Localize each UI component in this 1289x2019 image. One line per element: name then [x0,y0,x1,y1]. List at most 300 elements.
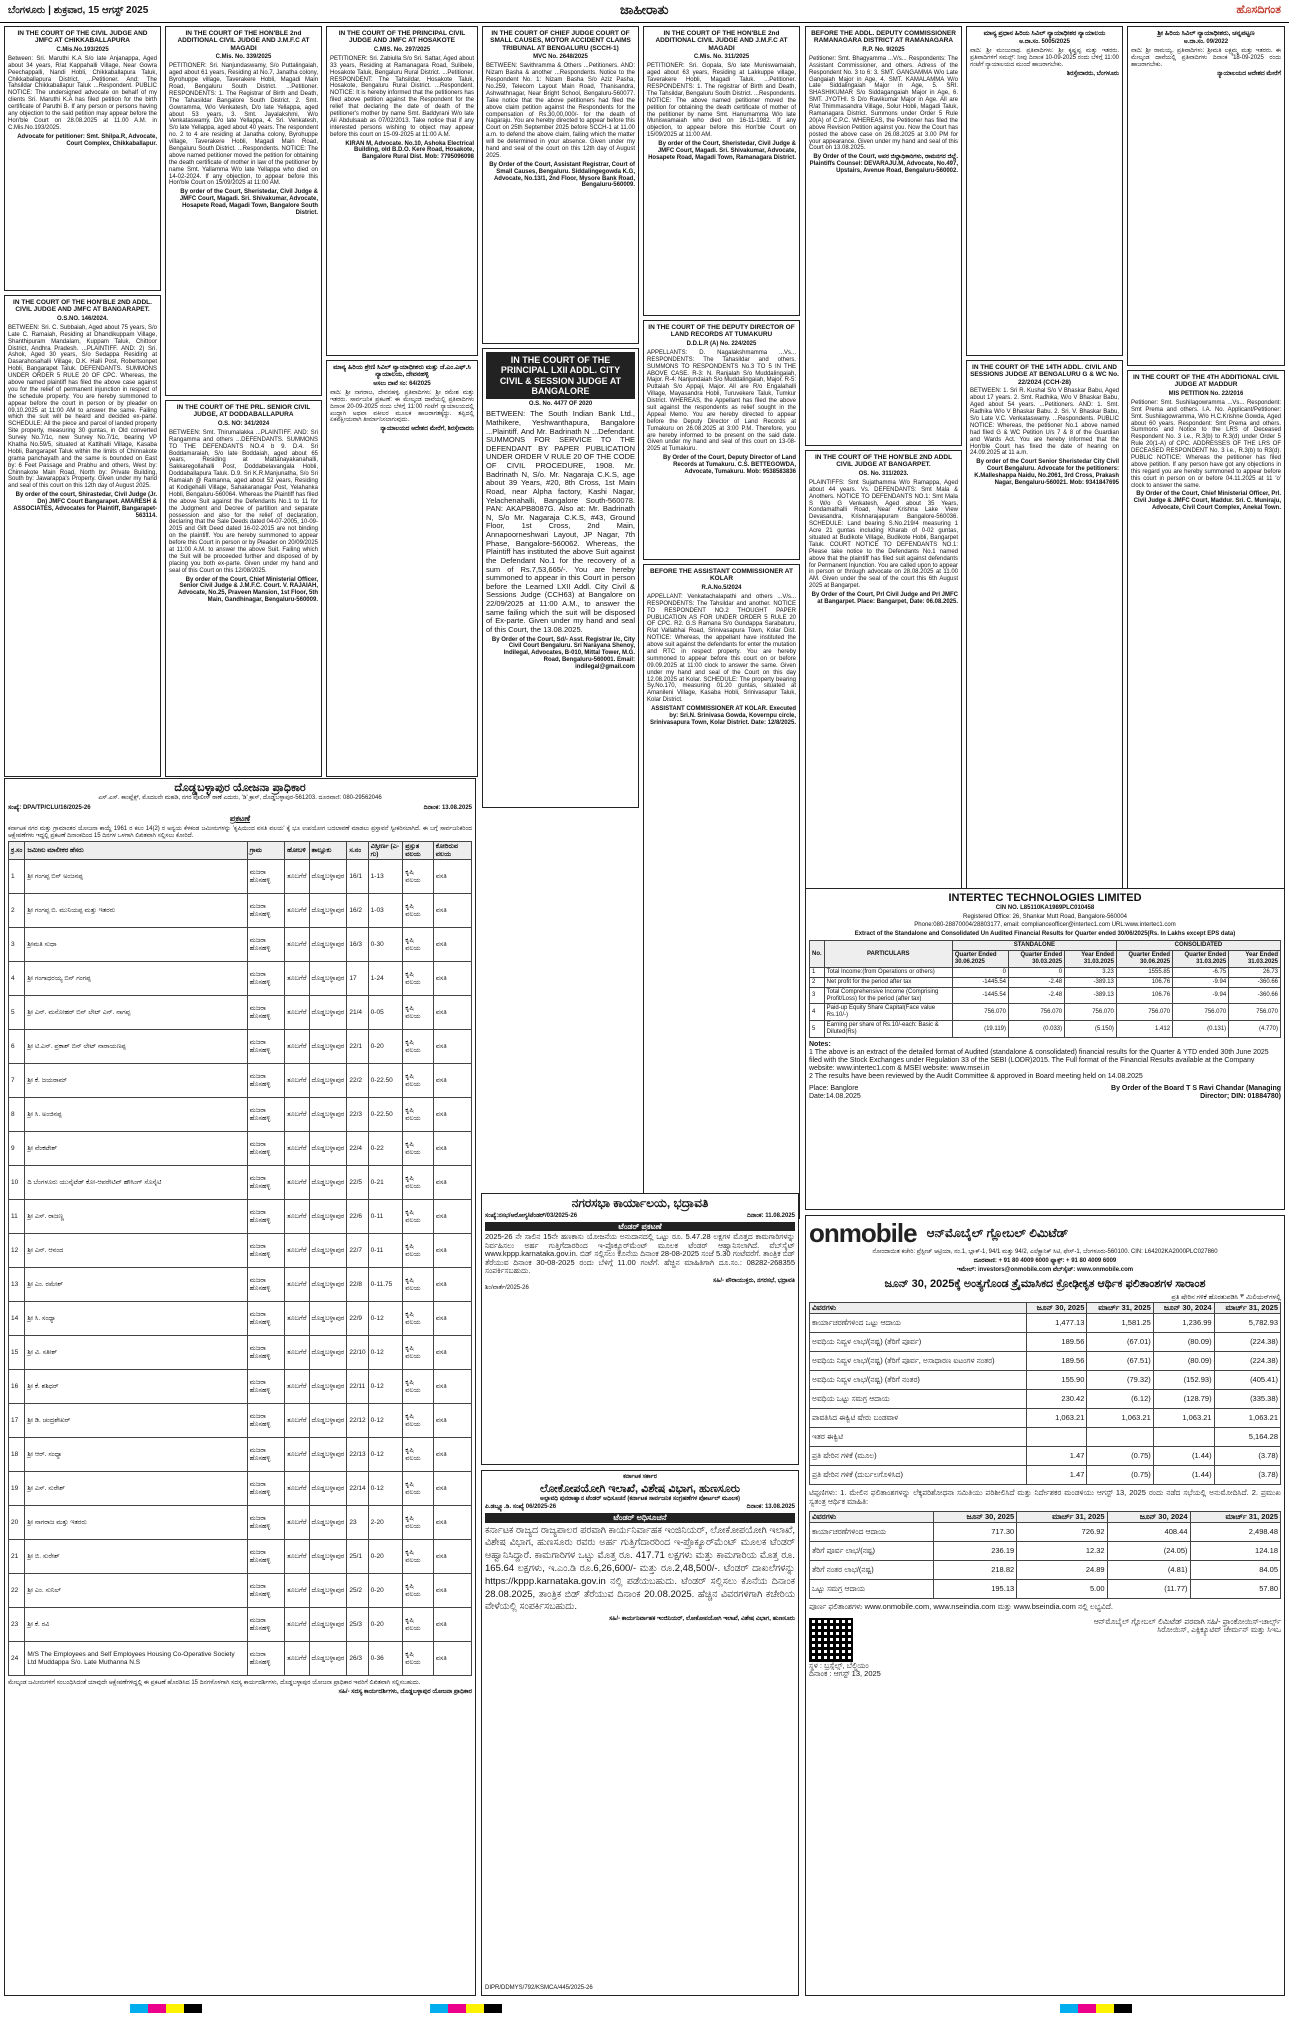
registration-mark [475,2004,484,2013]
registration-mark [1069,2004,1078,2013]
table-cell: ಮಜರಾ ಹೊಸಹಳ್ಳಿ [247,1336,284,1370]
table-cell: 22/2 [347,1064,368,1098]
table-cell: 1,581.25 [1087,1314,1153,1333]
table-row [9,1336,472,1370]
table-cell: ಕೃಷಿ ವಲಯ [403,1098,433,1132]
notice-case-number: C.Mis.No.193/2025 [56,46,109,53]
intertec-cin: CIN NO. L85110KA1989PLC010458 [995,904,1095,911]
table-cell: ತೂಬಗೆರೆ [285,1268,309,1302]
table-cell: 408.44 [1107,1523,1190,1542]
hunsur-title: ಲೋಕೋಪಯೋಗಿ ಇಲಾಖೆ, ವಿಶೇಷ ವಿಭಾಗ, ಹುಣಸೂರು [539,1482,741,1495]
table-cell: ತೂಬಗೆರೆ [285,1642,309,1676]
notice-title: BEFORE THE ADDL. DEPUTY COMMISSIONER RAMANAGARA DISTRICT AT RAMANAGARA [811,30,956,45]
table-cell: ಒಟ್ಟು ಸಮಗ್ರ ಆದಾಯ [810,1580,934,1599]
notice-signature: ನ್ಯಾಯಾಲಯದ ಆದೇಶದ ಮೇರೆಗೆ [1217,71,1281,78]
notice-title: IN THE COURT OF THE HON'BLE 2ND ADDL CIVIL JUDGE AT BANGARPET. [814,454,953,469]
registration-mark [193,2004,202,2013]
registration-mark [1087,2004,1096,2013]
table-cell: (24.05) [1107,1542,1190,1561]
header-date: ಬೆಂಗಳೂರು | ಶುಕ್ರವಾರ, 15 ಆಗಸ್ಟ್ 2025 [8,5,149,16]
table-cell: ದೊಡ್ಡಬಳ್ಳಾಪುರ [309,1404,347,1438]
table-cell: ಮಜರಾ ಹೊಸಹಳ್ಳಿ [247,1404,284,1438]
planning-authority-notice [4,778,476,1996]
onmobile-place: ಸ್ಥಳ : ಬ್ರಸ್ಸೆಲ್ಸ್, ಬೆಲ್ಜಿಯಂ [809,1660,869,1670]
table-cell: ಕೃಷಿ ವಲಯ [403,1506,433,1540]
hunsur-govt: ಕರ್ನಾಟಕ ಸರ್ಕಾರ [623,1474,657,1480]
registration-mark [1078,2004,1087,2013]
table-cell: ತೂಬಗೆರೆ [285,1370,309,1404]
table-cell: 25/3 [347,1608,368,1642]
table-cell: 17 [347,962,368,996]
table-cell: ತೂಬಗೆರೆ [285,1064,309,1098]
intertec-period: Year Ended 31.03.2025 [1065,951,1117,968]
table-cell: 22/3 [347,1098,368,1132]
table-cell: 1-03 [368,894,403,928]
bda-col-header: ಸ.ನಂ [347,842,368,860]
table-cell: 1 [9,860,25,894]
bda-col-header: ಜಮೀನು ಮಾಲೀಕರ ಹೆಸರು [25,842,247,860]
onmobile-sign: ಆನ್‌ಮೊಬೈಲ್ ಗ್ಲೋಬಲ್ ಲಿಮಿಟೆಡ್ ಪರವಾಗಿ ಸಹಿ/- ಫ್ರಾಂಕೋಯಿಸ್-ಚಾರ್ಲ್ಸ್ ಸಿರೋಯಿಸ್, ಎಕ್ಸಿಕ್ಯೂಟಿವ್ ಚೇರ್ಮನ್ ಮತ್ತು ಸಿಇಒ [1093,1616,1281,1635]
table-cell: Paid-up Equity Share Capital(Face value Rs.10/-) [824,1004,952,1021]
table-cell: ತೂಬಗೆರೆ [285,1030,309,1064]
notice-body: BETWEEN: Smt. Thirumalakka ...PLAINTIFF. AND: Sri Rangamma and others ...DEFENDANTS. SUMMONS TO THE DEFENDANTS NO.4 b 9. D.4. Sri Boddamaraiah, S/o late Boddaiah, aged about 65 years, Residing at Mattanayakanahalli, Sakkaregollahalli Post, Doddabelavangala Hobli, Doddaballapura Taluk. D.9. Sri K.R.Manjunatha, S/o Sri Ramaiah @ Ramanna, aged about 52 years, Residing at Kodigehalli Village, Sahakaranagar Post, Yelahanka Hobli, Bengaluru-560064. Whereas the Plaintiff has filed the above Suit against the Defendants No.1 to 11 for the Judgment and Decree of partition and separate possession and also for the relief of declaration, declaring that the Sale Deeds dated 04-07-2005, 10-09-2015 and Gift Deed dated 16-02-2015 are not binding on the plaintiff. You are hereby summoned to appear before this Court in person or by Pleader on 20/09/2025 at 11:00 A.M. to answer the above Suit. Failing which the Suit will be proceeded further and disposed of by placing you both ex-parte. Given under my hand and seal of this Court on this 12/08/2025. [169,429,318,574]
table-cell: ತೂಬಗೆರೆ [285,1234,309,1268]
table-cell: 15 [9,1336,25,1370]
table-cell: 756.070 [1065,1004,1117,1021]
intertec-period: Quarter Ended 31.03.2025 [1173,951,1229,968]
registration-mark [457,2004,466,2013]
table-cell: 0-12 [368,1302,403,1336]
table-cell: 0-11.75 [368,1268,403,1302]
table-cell: ದೊಡ್ಡಬಳ್ಳಾಪುರ [309,1642,347,1676]
notice-signature: ಶಿರಸ್ತೇದಾರರು, ಬೆಂಗಳೂರು [1066,71,1119,78]
table-cell: ಕೃಷಿ ವಲಯ [403,1574,433,1608]
bhadravathi-title: ನಗರಸಭಾ ಕಾರ್ಯಾಲಯ, ಭದ್ರಾವತಿ [571,1196,709,1210]
table-cell: 16/2 [347,894,368,928]
onmobile-period: ಜೂನ್ 30, 2024 [1153,1302,1214,1314]
table-cell: ದೊಡ್ಡಬಳ್ಳಾಪುರ [309,1302,347,1336]
onmobile-table2-body [810,1523,1281,1599]
onmobile-table-body [810,1314,1281,1485]
table-cell: 22/1 [347,1030,368,1064]
table-cell: ದೊಡ್ಡಬಳ್ಳಾಪುರ [309,1064,347,1098]
table-cell: ತೂಬಗೆರೆ [285,1166,309,1200]
bda-intro-text: ಕರ್ನಾಟಕ ನಗರ ಮತ್ತು ಗ್ರಾಮಾಂತರ ಯೋಜನಾ ಕಾಯ್ದೆ 1961 ರ ಕಲಂ 14(2) ರ ಅನ್ವಯ ಕೆಳಕಂಡ ಜಮೀನುಗಳನ್ನು 'ಕೃಷಿಯಿಂದ ವಸತಿ ವಲಯ' ಕ್ಕೆ ಭೂ ಉಪಯೋಗ ಬದಲಾವಣೆ ಮಾಡಲು ಪ್ರಸ್ತಾವನೆ ಸ್ವೀಕರಿಸಲಾಗಿದೆ. ಈ ಬಗ್ಗೆ ಸಾರ್ವಜನಿಕರಿಂದ ಆಕ್ಷೇಪಣೆಗಳು ಇದ್ದಲ್ಲಿ ಪ್ರಕಟಣೆ ದಿನಾಂಕದಿಂದ 15 ದಿನಗಳ ಒಳಗಾಗಿ ಲಿಖಿತವಾಗಿ ಸಲ್ಲಿಸಲು ಕೋರಿದೆ. [8,825,472,839]
intertec-office: Registered Office: 26, Shankar Mutt Road, Bangalore-560004 [963,913,1127,920]
table-cell: ಮಜರಾ ಹೊಸಹಳ್ಳಿ [247,1166,284,1200]
notice-case-number: C.Mis. No. 311/2025 [693,54,750,61]
notice-title: IN THE COURT OF THE 14TH ADDL. CIVIL AND SESSIONS JUDGE AT BENGALURU G & WC No. 22/2024 (CCH-28) [970,364,1119,386]
table-cell: ಶ್ರೀ ಕೆ. ರವಿ [25,1608,247,1642]
table-cell: ತೂಬಗೆರೆ [285,1540,309,1574]
table-row [810,1314,1281,1333]
table-cell: ದೊಡ್ಡಬಳ್ಳಾಪುರ [309,1370,347,1404]
table-cell: 717.30 [934,1523,1017,1542]
hunsur-body [485,1525,795,1615]
table-cell: 1555.85 [1116,967,1172,977]
hunsur-ref: ಪಿ.ಡಬ್ಲ್ಯೂ.ಡಿ. ಸಂಖ್ಯೆ 06/2025-26 [485,1504,557,1511]
table-cell: ಶ್ರೀ ಎಸ್. ಸುರೇಶ್ [25,1472,247,1506]
table-cell: 756.070 [1229,1004,1281,1021]
notice-body: PETITIONER: Sri. Zabiulla S/o Sri. Sattar, Aged about 33 years, Residing at Ramanagara Road, Sulibele, Hosakote Taluk, Bengaluru Rural District. ...Petitioner. RESPONDENT: The Tahsildar, Hosakote Taluk, Hosakote, Bengaluru Rural District. ...Respondent. NOTICE: It is hereby informed that the petitioners has filed above petition against the Respondent for the relief that declaring the date of death of the petitioner's mother by name Smt. Baddyrani W/o late Ali Abdulsaab as 07/02/2013. Take notice that if any interested persons wishing to object may appear before this court on 15-09-2025 at 11:00 A.M. [330,55,474,138]
bda-col-header: ತಾಲ್ಲೂಕು [309,842,347,860]
table-cell: ಮಜರಾ ಹೊಸಹಳ್ಳಿ [247,894,284,928]
table-cell: ವಸತಿ [433,1268,471,1302]
table-cell: 106.76 [1116,987,1172,1004]
table-cell: ದೊಡ್ಡಬಳ್ಳಾಪುರ [309,962,347,996]
intertec-place: Place: Banglore [809,1085,859,1093]
table-cell: ಕೃಷಿ ವಲಯ [403,1200,433,1234]
notice-signature: KIRAN M, Advocate. No.10, Ashoka Electrical Building, old B.D.O. Kere Road, Hosakote, Bangalore Rural Dist. Mob: 7795096098 [345,140,474,161]
table-cell: 0-05 [368,996,403,1030]
table-cell: -1445.54 [952,987,1008,1004]
table-cell: -9.94 [1173,987,1229,1004]
bda-date: ದಿನಾಂಕ: 13.08.2025 [423,804,472,811]
table-cell: 155.90 [1026,1371,1087,1390]
table-row [810,1352,1281,1371]
table-cell: 756.070 [1173,1004,1229,1021]
onmobile-period: ಮಾರ್ಚ್ 31, 2025 [1214,1302,1280,1314]
table-cell: ಶ್ರೀ ಕೆ. ಜಯರಾಮ್ [25,1064,247,1098]
registration-mark [1114,2004,1123,2013]
table-cell: ತೂಬಗೆರೆ [285,1132,309,1166]
table-cell: 0-20 [368,1574,403,1608]
table-cell: 22/7 [347,1234,368,1268]
table-cell: ಕೃಷಿ ವಲಯ [403,1608,433,1642]
table-cell: ಕೃಷಿ ವಲಯ [403,1030,433,1064]
bda-col-header: ಗ್ರಾಮ [247,842,284,860]
table-cell: 22/8 [347,1268,368,1302]
table-row [810,987,1281,1004]
legal-notice [805,450,962,892]
bhadravathi-code: ಶಿಂ/ವಾರ್ತೆ/2025-26 [485,1284,529,1291]
registration-mark [448,2004,457,2013]
table-cell: 84.05 [1190,1561,1281,1580]
notice-signature: By Order of the Court, ಅಪರ ಜಿಲ್ಲಾಧಿಕಾರಿಗಳು, ರಾಮನಗರ ಜಿಲ್ಲೆ. Plaintiffs Counsel: DEVARAJU.M, Advocate, No.497, Upstairs, Avenue Road, Bengaluru-560002. [809,154,958,175]
table-cell: 756.070 [1116,1004,1172,1021]
notice-signature: ASSISTANT COMMISSIONER AT KOLAR. Executed by: Sri.N. Srinivasa Gowda, Kovernpu circle, Srinivasapura Town, Kolar District. Date: 12/8/2025. [650,706,796,726]
table-cell: ಮಜರಾ ಹೊಸಹಳ್ಳಿ [247,1438,284,1472]
table-cell: 22/14 [347,1472,368,1506]
table-cell: 22 [9,1574,25,1608]
table-cell: 0-21 [368,1166,403,1200]
notice-signature: By order of the Court, Chief Ministerial Officer, Senior Civil Judge & J.M.F.C. Court. V. RAJAIAH, Advocate, No.25, Praveen Mansion, 1st Floor, 5th Main, Gandhinagar, Bengaluru-560009. [177,576,318,604]
table-cell: ದೊಡ್ಡಬಳ್ಳಾಪುರ [309,1608,347,1642]
table-cell: 23 [347,1506,368,1540]
onmobile-header [809,1219,1281,1249]
table-cell: ವಸತಿ [433,1132,471,1166]
notice-title: BEFORE THE ASSISTANT COMMISSIONER AT KOLAR [649,568,793,583]
intertec-note-2: 2 The results have been reviewed by the Audit Committee & approved in Board meeting held on 14.08.2025 [809,1073,1143,1081]
notice-body: ವಾದಿ: ಶ್ರೀ ನಾಗರಾಜ, ದೇವನಹಳ್ಳಿ. ಪ್ರತಿವಾದಿಗಳು: ಶ್ರೀ ರಮೇಶ ಮತ್ತು ಇತರರು. ಸಾರ್ವಜನಿಕ ಪ್ರಕಟಣೆ: ಈ ಮೇಲ್ಕಂಡ ದಾವೆಯಲ್ಲಿ ಪ್ರತಿವಾದಿಗಳು ದಿನಾಂಕ 20-09-2025 ರಂದು ಬೆಳಿಗ್ಗೆ 11:00 ಗಂಟೆಗೆ ನ್ಯಾಯಾಲಯದಲ್ಲಿ ಖುದ್ದಾಗಿ ಅಥವಾ ವಕೀಲರ ಮೂಲಕ ಹಾಜರಾಗತಕ್ಕದ್ದು. ತಪ್ಪಿದಲ್ಲಿ ಏಕಪಕ್ಷೀಯವಾಗಿ ತೀರ್ಮಾನಿಸಲಾಗುವುದು. [330,389,474,424]
table-cell: 5 [9,996,25,1030]
table-cell: ವಸತಿ [433,1030,471,1064]
onmobile-footer [809,1618,1281,1679]
table-cell: ಶ್ರೀ ಡಿ. ಚಂದ್ರಶೇಖರ್ [25,1404,247,1438]
header-logo: ಹೊಸದಿಗಂತ [1236,4,1281,16]
table-cell: 1 [810,967,825,977]
table-row [9,1132,472,1166]
legal-notice [4,26,161,291]
table-cell: ಕೃಷಿ ವಲಯ [403,1642,433,1676]
legal-notice [482,26,639,344]
table-row [810,1390,1281,1409]
table-cell: 1,063.21 [1087,1409,1153,1428]
legal-notice [966,360,1123,892]
table-cell: ಶ್ರೀ ಗಂಗಪ್ಪ ಬಿನ್ ಅಂಜನಪ್ಪ [25,860,247,894]
table-cell: ಅವಧಿಯ ನಿವ್ವಳ ಲಾಭ/(ನಷ್ಟ) (ತೆರಿಗೆ ನಂತರ) [810,1371,1027,1390]
hunsur-text: ಕರ್ನಾಟಕ ರಾಜ್ಯದ ರಾಜ್ಯಪಾಲರ ಪರವಾಗಿ ಕಾರ್ಯನಿರ್ವಾಹಕ ಇಂಜಿನಿಯರ್, ಲೋಕೋಪಯೋಗಿ ಇಲಾಖೆ, ವಿಶೇಷ ವಿಭಾಗ, ಹುಣಸೂರು ರವರು ಅರ್ಹ ಗುತ್ತಿಗೆದಾರರಿಂದ ಇ-ಪ್ರೊಕ್ಯೂರ್‌ಮೆಂಟ್ ಮೂಲಕ ಟೆಂಡರ್ ಆಹ್ವಾನಿಸಿದ್ದಾರೆ. ಕಾಮಗಾರಿಗಳ ಒಟ್ಟು ಮೊತ್ತ ರೂ. 417.71 ಲಕ್ಷಗಳು ಮತ್ತು ಕಾಮಗಾರಿಯ ಮೊತ್ತ ರೂ. 165.64 ಲಕ್ಷಗಳು, ಇ.ಎಂ.ಡಿ ರೂ.6,26,600/- ಮತ್ತು ರೂ.2,48,500/-. ಟೆಂಡರ್ ದಾಖಲೆಗಳನ್ನು https://kppp.karnataka.gov.in ನಲ್ಲಿ ಪಡೆಯಬಹುದು. ಟೆಂಡರ್ ಸಲ್ಲಿಸಲು ಕೊನೆಯ ದಿನಾಂಕ 28.08.2025, ತಾಂತ್ರಿಕ ಬಿಡ್ ತೆರೆಯುವ ದಿನಾಂಕ 20.08.2025. ಹೆಚ್ಚಿನ ವಿವರಗಳಿಗಾಗಿ ಕಚೇರಿಯ ವೇಳೆಯಲ್ಲಿ ಸಂಪರ್ಕಿಸಬಹುದು. [485,1524,795,1613]
table-cell: ವಸತಿ [433,1642,471,1676]
table-cell: 13 [9,1268,25,1302]
onmobile-email: ಇಮೇಲ್: investors@onmobile.com ವೆಬ್‌ಸೈಟ್: www.onmobile.com [956,1266,1134,1273]
table-cell: ಮಜರಾ ಹೊಸಹಳ್ಳಿ [247,1098,284,1132]
table-cell: (335.38) [1214,1390,1280,1409]
table-cell: 22/4 [347,1132,368,1166]
table-row [9,1030,472,1064]
table-cell: Total Income:(from Operations or others) [824,967,952,977]
table-cell: ಮಜರಾ ಹೊಸಹಳ್ಳಿ [247,1302,284,1336]
notice-title: IN THE COURT OF THE PRL. SENIOR CIVIL JUDGE, AT DODDABALLAPURA [176,404,311,419]
table-cell: ಮಜರಾ ಹೊಸಹಳ್ಳಿ [247,1132,284,1166]
table-cell: ಕೃಷಿ ವಲಯ [403,1540,433,1574]
intertec-table-body [810,967,1281,1037]
table-cell: ತೂಬಗೆರೆ [285,1472,309,1506]
legal-notice [165,400,322,777]
legal-notice [1127,26,1285,366]
intertec-period: Quarter Ended 30.06.2025 [952,951,1008,968]
table-cell: ಶ್ರೀ ಎಸ್. ರಾಜಣ್ಣ [25,1200,247,1234]
table-cell: 756.070 [1009,1004,1065,1021]
onmobile-period: ಮಾರ್ಚ್ 31, 2025 [1087,1302,1153,1314]
bda-intro [8,826,472,840]
notice-body: PLAINTIFFS: Smt Sujathamma W/o Ramappa, Aged about 44 years. Vs. DEFENDANTS: Smt Mala & Anothers. NOTICE TO DEFENDANTS NO.1: Smt Mala S W/o G Venkatesh, Aged about 35 Years, Kondamathalli Road, Near Krishna Lake View Devasandra, Krishnarajapuram Bangalore-560036. SCHEDULE: Land bearing S.No.219/4 measuring 1 Acre 21 guntas including Kharab of 0-02 guntas, situated at Budikote Village, Budikote Hobli, Bangarpet Taluk. COURT NOTICE TO DEFENDANTS NO.1: Please take notice to the Defendants No.1 named above that the plaintiff has filed suit against defendants for Permanent Injunction. You are called upon to appear in person or through advocate on 28.08.2025 at 11.00 AM. Given under the seal of the court this 6th August 2025 at Bangarpet. [809,479,958,590]
table-row [810,1542,1281,1561]
table-cell: ಶ್ರೀ ಬಿ. ಸುರೇಶ್ [25,1540,247,1574]
bda-address: ಎಸ್.ಎಸ್. ಕಾಂಪ್ಲೆಕ್ಸ್, ಮೊದಲನೇ ಮಹಡಿ, ನಗರ ಪೊಲೀಸ್ ಠಾಣೆ ಎದುರು, 'ಡಿ' ಕ್ರಾಸ್, ದೊಡ್ಡಬಳ್ಳಾಪುರ-561203. ದೂರವಾಣಿ: 080-29562046 [98,794,382,801]
table-cell: ತೂಬಗೆರೆ [285,928,309,962]
legal-notice [643,26,800,316]
table-cell: 18 [9,1438,25,1472]
notice-title: IN THE COURT OF THE HON'BLE 2nd ADDITIONAL CIVIL JUDGE AND J.M.F.C AT MAGADI [655,30,788,52]
notice-title: ಮಾನ್ಯ ಹಿರಿಯ ಶ್ರೇಣಿ ಸಿವಿಲ್ ನ್ಯಾಯಾಧೀಶರು ಮತ್ತು ಜೆ.ಎಂ.ಎಫ್.ಸಿ ನ್ಯಾಯಾಲಯ, ದೇವನಹಳ್ಳಿ [333,364,471,379]
onmobile-place-date [809,1618,881,1679]
table-cell: ಮಜರಾ ಹೊಸಹಳ್ಳಿ [247,1030,284,1064]
table-cell [1087,1428,1153,1447]
table-row [9,1608,472,1642]
table-cell: ಶ್ರೀ ಎನ್. ಮನೋಹರ್ ಬಿನ್ ಲೇಟ್ ಎನ್. ನಾಗಪ್ಪ [25,996,247,1030]
table-cell: ಮಜರಾ ಹೊಸಹಳ್ಳಿ [247,1574,284,1608]
bhadravathi-sign: ಸಹಿ/- ಪೌರಾಯುಕ್ತರು, ನಗರಸಭೆ, ಭದ್ರಾವತಿ [713,1278,795,1284]
table-cell: 726.92 [1017,1523,1107,1542]
notice-title: IN THE COURT OF THE PRINCIPAL CIVIL JUDGE AND JMFC AT HOSAKOTE [338,30,466,45]
hunsur-date: ದಿನಾಂಕ: 13.08.2025 [746,1504,795,1511]
table-cell: ದೊಡ್ಡಬಳ್ಳಾಪುರ [309,1472,347,1506]
table-cell: ಶ್ರೀ ಎಂ. ಸುನಿಲ್ [25,1574,247,1608]
table-cell: 24 [9,1642,25,1676]
intertec-date: Date:14.08.2025 [809,1093,861,1101]
table-cell: 0 [952,967,1008,977]
table-cell: 124.18 [1190,1542,1281,1561]
bhadravathi-heading: ಟೆಂಡರ್ ಪ್ರಕಟಣೆ [485,1222,795,1231]
bhadravathi-body [485,1233,795,1276]
intertec-notes [809,1041,1281,1081]
page-header [0,0,1289,23]
intertec-col-particulars: PARTICULARS [824,941,952,968]
table-cell: ಶ್ರೀ ನಾಗರಾಜ ಮತ್ತು ಇತರರು [25,1506,247,1540]
onmobile-web: ಪೂರ್ಣ ಫಲಿತಾಂಶಗಳು www.onmobile.com, www.nseindia.com ಮತ್ತು www.bseindia.com ನಲ್ಲಿ ಲಭ್ಯವಿದೆ. [809,1602,1113,1612]
legal-notice [326,360,478,777]
legal-notice [165,26,322,396]
table-cell: (224.38) [1214,1352,1280,1371]
table-cell: 2,498.48 [1190,1523,1281,1542]
table-cell: ಮಜರಾ ಹೊಸಹಳ್ಳಿ [247,1608,284,1642]
registration-mark [1105,2004,1114,2013]
notice-signature: By order of the Court Senior Sheristedar City Civil Court Bengaluru. Advocate for the petitioners: K.Malleshappa Naidu, No.2061, 3rd Cross, Prakash Nagar, Bengaluru-560021. Mob: 9341847695 [974,459,1119,486]
table-cell: ಅವಧಿಯ ನಿವ್ವಳ ಲಾಭ/(ನಷ್ಟ) (ತೆರಿಗೆ ಪೂರ್ವ, ಅಸಾಧಾರಣ ಐಟಂಗಳ ನಂತರ) [810,1352,1027,1371]
table-cell: 106.76 [1116,977,1172,987]
table-cell: ಕೃಷಿ ವಲಯ [403,1166,433,1200]
table-cell: 26/3 [347,1642,368,1676]
table-cell: ಶ್ರೀ ಆರ್. ಸಂಧ್ಯಾ [25,1438,247,1472]
bda-footer-text: ಮೇಲ್ಕಂಡ ಜಮೀನುಗಳಿಗೆ ಸಂಬಂಧಿಸಿದಂತೆ ಯಾವುದೇ ಆಕ್ಷೇಪಣೆಗಳಿದ್ದಲ್ಲಿ ಈ ಪ್ರಕಟಣೆ ಹೊರಡಿಸಿದ 15 ದಿನಗಳೊಳಗಾಗಿ ಸದಸ್ಯ ಕಾರ್ಯದರ್ಶಿಗಳು, ದೊಡ್ಡಬಳ್ಳಾಪುರ ಯೋಜನಾ ಪ್ರಾಧಿಕಾರ ಇವರಿಗೆ ಲಿಖಿತವಾಗಿ ಸಲ್ಲಿಸಬಹುದು. [8,1680,421,1687]
table-cell: 1,063.21 [1026,1409,1087,1428]
notice-title: IN THE COURT OF THE HON'BLE 2ND ADDL. CIVIL JUDGE AND JMFC AT BANGARAPET. [13,299,152,314]
table-cell: ತೂಬಗೆರೆ [285,1438,309,1472]
table-cell: (3.78) [1214,1447,1280,1466]
table-cell: ಮಜರಾ ಹೊಸಹಳ್ಳಿ [247,1506,284,1540]
notice-body: APPELLANT: Venkatachalapathi and others ...V/s... RESPONDENTS: The Tahsildar and another. NOTICE TO RESPONDENT NO.2 THOUGHT PAPER PUBLICATION AS FOR UNDER ORDER 5 RULE 20 OF CPC. R2. G.S Ramana S/o Gundappa Sarabaturu, R/at Vallabhai Road, Srinivasapura Town, Kolar Dist. NOTICE: Whereas, the appellant have instituted the above suit against the defendants for enter the mutation and RTC in respect property. You are hereby summoned to appear before this court on or before 09.09.2025 at 11:00 clock to answer the same. Given under my hand and seal of the Court on this day 12.08.2025 at Kolar. SCHEDULE: The property bearing Sy.No.170, measuring 01.20 guntas, situated at Amanileni Village, Kasaba Hobli, Srinivasapur Taluk, Kolar District. [647,593,796,704]
table-cell: ವಸತಿ [433,1506,471,1540]
table-cell: (1.44) [1153,1466,1214,1485]
hunsur-tender [481,1470,799,1996]
onmobile-notes [809,1489,1281,1506]
notice-body: ವಾದಿ: ಶ್ರೀ ಮಂಜುನಾಥ. ಪ್ರತಿವಾದಿಗಳು: ಶ್ರೀ ಕೃಷ್ಣಪ್ಪ ಮತ್ತು ಇತರರು. ಪ್ರತಿವಾದಿಗಳಿಗೆ ಸಮನ್ಸ್: ನೀವು ದಿನಾಂಕ 10-09-2025 ರಂದು ಬೆಳಿಗ್ಗೆ 11:00 ಗಂಟೆಗೆ ನ್ಯಾಯಾಲಯದ ಮುಂದೆ ಹಾಜರಾಗಬೇಕು. [970,48,1119,69]
bda-footer [8,1680,472,1687]
bda-table [8,841,472,1676]
notice-case-number: MIS PETITION No. 22/2016 [1168,390,1244,397]
table-cell: ಕಾರ್ಯಾಚರಣೆಗಳಿಂದ ಆದಾಯ [810,1523,934,1542]
notice-body: Petitioner: Smt. Sushilagowramma ...Vs... Respondent: Smt Prema and others. I.A. No. Applicant/Petitioner: Smt. Sushilagowramma, W/o H.C.Krishne Gowda, Aged about 60 years. Respondent: Smt Prema and others. Summons and Notice to the LRS of Deceased Respondent No. 3 i.e., R.3(b) to R.3(d) under Order 5 Rule 20(1-A) of CPC. ADDRESSES OF THE LRS OF DECEASED RESPONDENT No. 3 i.e., R.3(b) to R3(d). PUBLIC NOTICE: Whereas the petitioner has filed above petition. If any person have got any objections in this regard you are hereby summoned to appear before this court in person on or before 04.11.2025 at 11 'o' clock to answer the same. [1131,399,1281,489]
intertec-place-date [809,1085,861,1101]
table-cell [1153,1428,1214,1447]
intertec-table [809,940,1281,1038]
table-cell: ತೂಬಗೆರೆ [285,996,309,1030]
intertec-extract: Extract of the Standalone and Consolidated Un Audited Financial Results for Quarter ended 30/06/2025(Rs. In Lakhs except EPS data) [854,931,1236,938]
table-cell: (3.78) [1214,1466,1280,1485]
notice-signature: By Order of the Court, Chief Ministerial Officer, Prl. Civil Judge & JMFC Court, Maddur. Sri. C. Muniraju, Advocate, Civil Court Complex, Anekal Town. [1133,491,1281,512]
hunsur-code: DIPR/DDMYS/792/KSMCA/445/2025-26 [485,1985,593,1992]
table-cell: Earning per share of Rs.10/-each: Basic & Diluted(Rs) [824,1021,952,1038]
table-cell: (4.770) [1229,1021,1281,1038]
table-cell: ಮಜರಾ ಹೊಸಹಳ್ಳಿ [247,928,284,962]
table-cell: 3 [810,987,825,1004]
table-cell: ತೆರಿಗೆ ನಂತರ ಲಾಭ/(ನಷ್ಟ) [810,1561,934,1580]
table-cell: 12 [9,1234,25,1268]
table-cell: 22/12 [347,1404,368,1438]
table-cell: ವಸತಿ [433,1438,471,1472]
table-cell: -360.66 [1229,977,1281,987]
registration-marks-mid [430,2004,502,2014]
notice-case-number: O.S. No. 4477 OF 2020 [528,401,593,408]
table-row [9,1370,472,1404]
table-cell: ವಸತಿ [433,962,471,996]
table-cell: ಕಾರ್ಯಾಚರಣೆಗಳಿಂದ ಒಟ್ಟು ಆದಾಯ [810,1314,1027,1333]
table-cell: ದೊಡ್ಡಬಳ್ಳಾಪುರ [309,1098,347,1132]
bda-col-header: ಕೋರಿರುವ ವಲಯ [433,842,471,860]
table-cell: 0 [1009,967,1065,977]
table-cell: ತೂಬಗೆರೆ [285,1574,309,1608]
onmobile-period: ಜೂನ್ 30, 2024 [1107,1511,1190,1523]
registration-mark [1060,2004,1069,2013]
bhadravathi-ref: ಸಂಖ್ಯೆ:ನಸಭ/ಆರೋಗ್ಯ/ಟೆಂಡರ್/03/2025-26 [485,1212,578,1219]
table-cell: (80.09) [1153,1352,1214,1371]
table-cell: 0-36 [368,1642,403,1676]
bda-col-header: ವಿಸ್ತೀರ್ಣ (ಎ-ಗು) [368,842,403,860]
table-cell: 0-12 [368,1438,403,1472]
table-cell: 9 [9,1132,25,1166]
table-cell: ದೊಡ್ಡಬಳ್ಳಾಪುರ [309,1336,347,1370]
table-cell: Net profit for the period after tax [824,977,952,987]
registration-mark [184,2004,193,2013]
intertec-name: INTERTEC TECHNOLOGIES LIMITED [948,892,1142,904]
intertec-notes-title: Notes: [809,1041,831,1048]
bda-ref: ಸಂಖ್ಯೆ: DPA/TP/CLU/16/2025-26 [8,804,91,811]
notice-title: IN THE COURT OF THE PRINCIPAL LXII ADDL. CITY CIVIL & SESSION JUDGE AT BANGALORE [486,352,635,399]
table-cell: ದೊಡ್ಡಬಳ್ಳಾಪುರ [309,1540,347,1574]
table-cell: (0.033) [1009,1021,1065,1038]
table-cell: ವಸತಿ [433,1166,471,1200]
notice-signature: ನ್ಯಾಯಾಲಯದ ಆದೇಶದ ಮೇರೆಗೆ, ಶಿರಸ್ತೇದಾರರು [380,426,474,433]
notice-case-number: ಅ.ದಾ.ಸಂ. 5005/2025 [1019,39,1070,46]
table-cell: ಮಜರಾ ಹೊಸಹಳ್ಳಿ [247,1268,284,1302]
legal-notice [326,26,478,356]
onmobile-table-header [810,1302,1281,1314]
table-cell: (67.51) [1087,1352,1153,1371]
table-cell: 0-20 [368,1540,403,1574]
table-cell: ಕೃಷಿ ವಲಯ [403,1064,433,1098]
table-cell: 22/13 [347,1438,368,1472]
table-cell: ದೊಡ್ಡಬಳ್ಳಾಪುರ [309,1166,347,1200]
notice-case-number: MVC No. 2648/2025 [533,54,588,61]
table-row [9,1642,472,1676]
table-cell: ತೂಬಗೆರೆ [285,1098,309,1132]
table-cell: 22/10 [347,1336,368,1370]
table-cell: ದೊಡ್ಡಬಳ್ಳಾಪುರ [309,1200,347,1234]
table-cell: -360.66 [1229,987,1281,1004]
table-cell: 218.82 [934,1561,1017,1580]
onmobile-table2 [809,1511,1281,1600]
table-cell: ಕೃಷಿ ವಲಯ [403,962,433,996]
table-cell: ಶ್ರೀಮತಿ ಸುಧಾ [25,928,247,962]
table-cell: 1-24 [368,962,403,996]
table-cell: ಮಜರಾ ಹೊಸಹಳ್ಳಿ [247,962,284,996]
notice-case-number: ಅ.ದಾ.ಸಂ. 09/2022 [1183,39,1229,46]
table-cell: ಮಜರಾ ಹೊಸಹಳ್ಳಿ [247,860,284,894]
table-cell: Total Comprehensive Income (Comprising Profit/Loss) for the period (after tax) [824,987,952,1004]
table-cell: -2.48 [1009,987,1065,1004]
table-cell: ದೊಡ್ಡಬಳ್ಳಾಪುರ [309,860,347,894]
notice-body: Between: Sri. Maruthi K.A S/o late Anjanappa, Aged about 34 years, R/at Kappahalli Village, Near Gowra Peechappalli, Nandi Hobli, Chikkaballapura Taluk, Chikkaballapura District. ...Petitioner. And: The Tahsildar Chikkaballapur Taluk ...Respondent. PUBLIC NOTICE: The undersigned advocate on behalf of my clients Sri. Maruthi K.A has filed petition for the birth certificate of Paruthi B. If any person or persons having any objection to the said petition may appear before the Hon'ble Court on 28.08.2025 at 11.00 A.M. in C.Mis.No.193/2025. [8,55,157,131]
table-row [9,894,472,928]
intertec-col-consolidated: CONSOLIDATED [1116,941,1280,951]
table-cell: (0.75) [1087,1447,1153,1466]
table-cell: 0-20 [368,1608,403,1642]
table-cell: 6 [9,1030,25,1064]
table-cell: 0-22.50 [368,1098,403,1132]
table-cell: M/S The Employees and Self Employees Housing Co-Operative Society Ltd Muddappa S/o. Late Muthanna N.S [25,1642,247,1676]
table-cell: ಶ್ರೀ ವಿ. ಸತೀಶ್ [25,1336,247,1370]
